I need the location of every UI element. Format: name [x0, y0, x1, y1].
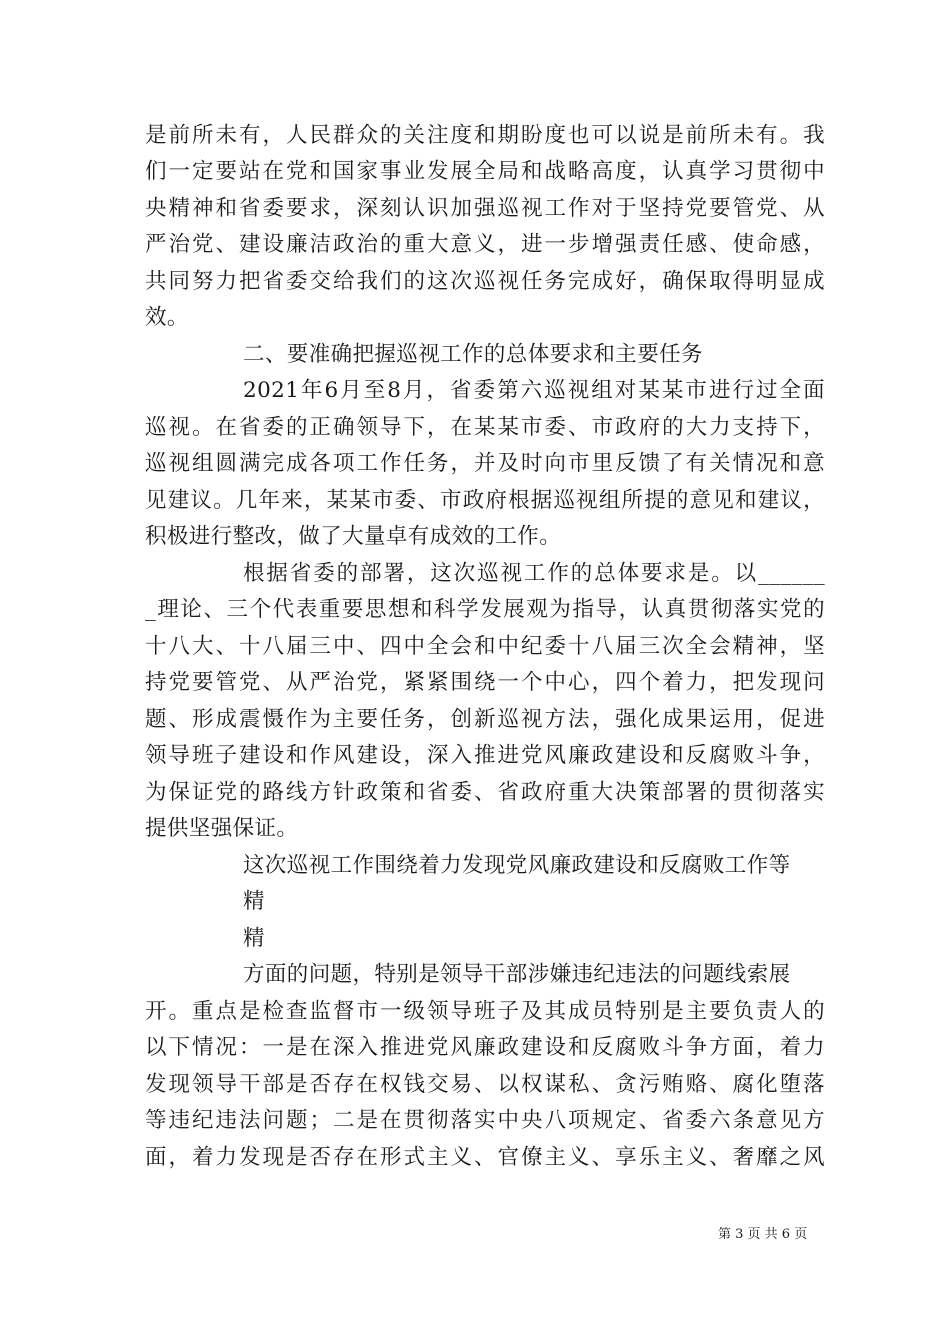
paragraph-1-line-5: 共同努力把省委交给我们的这次巡视任务完成好，确保取得明显成	[145, 269, 825, 294]
paragraph-2-line-4: 见建议。几年来，某某市委、市政府根据巡视组所提的意见和建议，	[145, 488, 825, 513]
stray-mark-2: 精	[243, 926, 265, 951]
paragraph-1-line-2: 们一定要站在党和国家事业发展全局和战略高度，认真学习贯彻中	[145, 159, 825, 184]
paragraph-5-line-3: 以下情况：一是在深入推进党风廉政建设和反腐败斗争方面，着力	[145, 1035, 825, 1060]
paragraph-3-line-8: 提供坚强保证。	[145, 816, 299, 841]
stray-mark-1: 精	[243, 889, 265, 914]
paragraph-4-line-1: 这次巡视工作围绕着力发现党风廉政建设和反腐败工作等	[243, 853, 791, 878]
paragraph-3-line-7: 为保证党的路线方针政策和省委、省政府重大决策部署的贯彻落实	[145, 780, 825, 805]
paragraph-2-line-5: 积极进行整改，做了大量卓有成效的工作。	[145, 524, 562, 549]
paragraph-3-line-6: 领导班子建设和作风建设，深入推进党风廉政建设和反腐败斗争，	[145, 743, 825, 768]
paragraph-2-line-3: 巡视组圆满完成各项工作任务，并及时向市里反馈了有关情况和意	[145, 451, 825, 476]
paragraph-1-line-3: 央精神和省委要求，深刻认识加强巡视工作对于坚持党要管党、从	[145, 196, 825, 221]
paragraph-3-line-5: 题、形成震慑作为主要任务，创新巡视方法，强化成果运用，促进	[145, 707, 825, 732]
paragraph-5-line-1: 方面的问题，特别是领导干部涉嫌违纪违法的问题线索展	[243, 962, 791, 987]
paragraph-1-line-1: 是前所未有，人民群众的关注度和期盼度也可以说是前所未有。我	[145, 123, 825, 148]
paragraph-5-line-5: 等违纪违法问题；二是在贯彻落实中央八项规定、省委六条意见方	[145, 1108, 825, 1133]
paragraph-2-line-1: 2021年6月至8月，省委第六巡视组对某某市进行过全面	[243, 378, 825, 403]
paragraph-5-line-2: 开。重点是检查监督市一级领导班子及其成员特别是主要负责人的	[145, 999, 825, 1024]
paragraph-3-line-3: 十八大、十八届三中、四中全会和中纪委十八届三次全会精神，坚	[145, 634, 825, 659]
paragraph-2-line-2: 巡视。在省委的正确领导下，在某某市委、市政府的大力支持下，	[145, 415, 825, 440]
paragraph-1-line-4: 严治党、建设廉洁政治的重大意义，进一步增强责任感、使命感，	[145, 232, 825, 257]
section-heading-2: 二、要准确把握巡视工作的总体要求和主要任务	[243, 342, 703, 367]
paragraph-3-line-4: 持党要管党、从严治党，紧紧围绕一个中心，四个着力，把发现问	[145, 670, 825, 695]
paragraph-5-line-6: 面，着力发现是否存在形式主义、官僚主义、享乐主义、奢靡之风	[145, 1145, 825, 1170]
paragraph-3-line-2: _理论、三个代表重要思想和科学发展观为指导，认真贯彻落实党的	[145, 597, 825, 622]
paragraph-5-line-4: 发现领导干部是否存在权钱交易、以权谋私、贪污贿赂、腐化堕落	[145, 1072, 825, 1097]
paragraph-3-line-1: 根据省委的部署，这次巡视工作的总体要求是。以______	[243, 561, 825, 586]
page-number-footer: 第 3 页 共 6 页	[718, 1227, 808, 1242]
paragraph-1-line-6: 效。	[145, 305, 189, 330]
